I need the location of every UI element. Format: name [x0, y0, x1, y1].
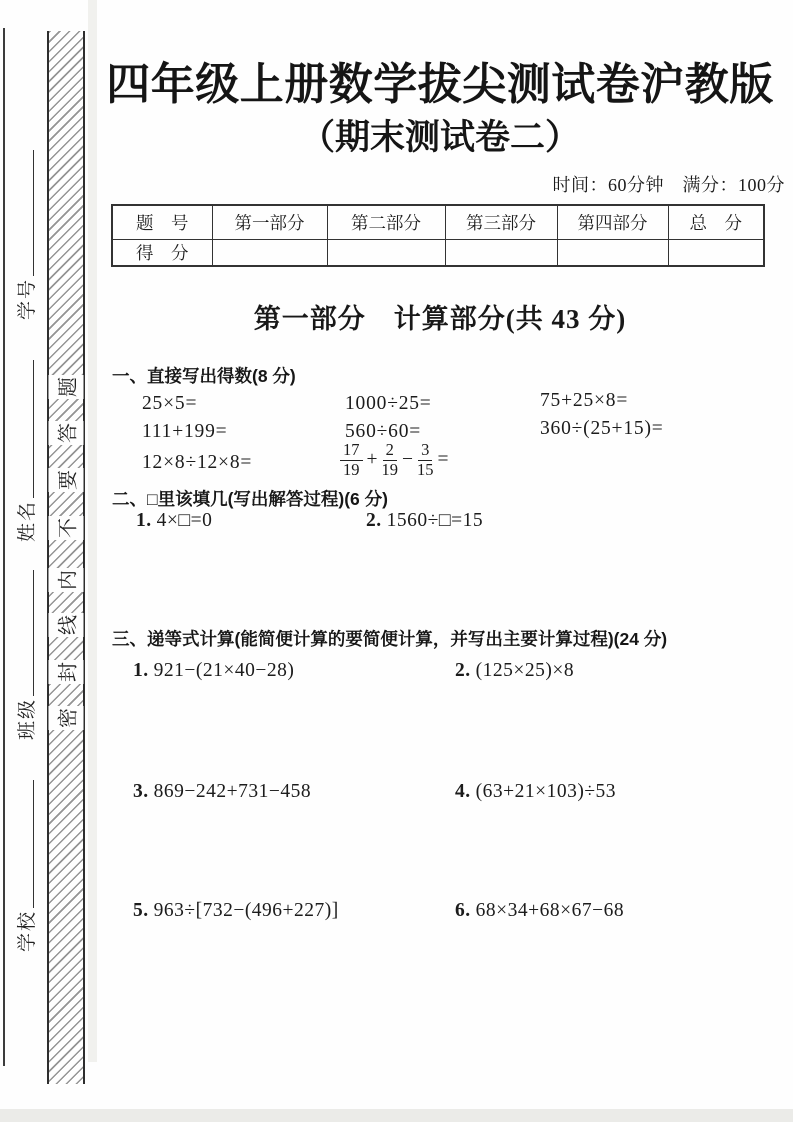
score-header-cell: 第二部分	[327, 205, 445, 239]
item-expression: 963÷[732−(496+227)]	[153, 900, 339, 921]
exam-title: 四年级上册数学拔尖测试卷沪教版	[106, 60, 774, 109]
part-one-heading: 一、直接写出得数(8 分)	[112, 366, 296, 386]
score-input-cell	[212, 239, 327, 266]
seal-char: 题	[49, 375, 84, 399]
score-header-cell: 题 号	[112, 205, 212, 239]
plus-operator: +	[366, 449, 378, 471]
equals-sign: =	[437, 449, 449, 471]
margin-field-class	[12, 570, 38, 740]
item-number: 2.	[455, 660, 471, 681]
margin-field-name	[12, 360, 38, 542]
stepwise-calc-item	[455, 781, 616, 803]
fraction: $\frac{17}{19}$	[340, 441, 363, 479]
item-number: 5.	[133, 900, 149, 921]
margin-field-student-id	[12, 150, 38, 320]
score-table-header-row	[112, 205, 764, 239]
score-input-cell	[557, 239, 668, 266]
oral-calc-item: 111+199=	[142, 421, 228, 442]
class-blank-line	[12, 570, 34, 696]
item-number: 2.	[366, 510, 382, 531]
item-expression: (125×25)×8	[475, 660, 575, 681]
seal-char: 封	[49, 660, 84, 684]
seal-char: 要	[49, 468, 84, 492]
stepwise-calc-item	[455, 660, 574, 682]
oral-calc-item: 360÷(25+15)=	[540, 418, 664, 439]
seal-char: 答	[49, 421, 84, 445]
seal-line-column	[47, 31, 85, 1084]
class-label: 班级	[17, 697, 38, 740]
score-header-cell: 第四部分	[557, 205, 668, 239]
oral-calc-item: 12×8÷12×8=	[142, 452, 253, 473]
stepwise-calc-item	[133, 900, 339, 922]
item-expression: 1560÷□=15	[386, 510, 484, 531]
score-input-cell	[327, 239, 445, 266]
margin-field-school	[12, 780, 38, 952]
score-header-cell: 第三部分	[445, 205, 557, 239]
student-id-label: 学号	[17, 277, 38, 320]
item-expression: 869−242+731−458	[153, 781, 312, 802]
oral-calc-item: 75+25×8=	[540, 390, 629, 411]
stepwise-calc-item	[133, 660, 294, 682]
exam-time-score-meta: 时间：60分钟 满分：100分	[552, 175, 785, 195]
fraction-expression	[340, 441, 453, 479]
seal-char: 不	[49, 516, 84, 540]
fraction: $\frac{2}{19}$	[381, 440, 398, 480]
fill-blank-item	[136, 510, 212, 532]
student-id-blank-line	[12, 150, 34, 276]
score-table	[111, 204, 765, 267]
score-input-cell	[445, 239, 557, 266]
name-blank-line	[12, 360, 34, 498]
section-one-heading: 第一部分 计算部分(共 43 分)	[253, 304, 627, 334]
score-row-label-cell: 得 分	[112, 239, 212, 266]
minus-operator: −	[402, 449, 413, 471]
part-two-heading: 二、□里该填几(写出解答过程)(6 分)	[112, 489, 388, 509]
item-expression: 4×□=0	[156, 510, 213, 531]
item-number: 4.	[455, 781, 471, 802]
scan-bottom-shadow	[0, 1109, 793, 1122]
fraction: $\frac{3}{15}$	[417, 440, 434, 480]
name-label: 姓名	[17, 499, 38, 542]
fill-blank-item	[366, 510, 483, 532]
stepwise-calc-item	[133, 781, 311, 803]
item-number: 3.	[133, 781, 149, 802]
item-number: 1.	[136, 510, 152, 531]
school-label: 学校	[17, 909, 38, 952]
page-edge-line	[3, 28, 5, 1066]
item-expression: 921−(21×40−28)	[153, 660, 295, 681]
seal-char: 密	[49, 706, 84, 730]
stepwise-calc-item	[455, 900, 624, 922]
exam-subtitle: （期末测试卷二）	[299, 118, 580, 157]
item-expression: (63+21×103)÷53	[475, 781, 617, 802]
part-three-heading: 三、递等式计算(能简便计算的要简便计算，并写出主要计算过程)(24 分)	[112, 629, 668, 649]
score-table-score-row	[112, 239, 764, 266]
score-input-cell	[668, 239, 764, 266]
oral-calc-item: 560÷60=	[345, 421, 422, 442]
school-blank-line	[12, 780, 34, 908]
oral-calc-item: 25×5=	[142, 393, 198, 414]
item-number: 6.	[455, 900, 471, 921]
score-header-cell: 第一部分	[212, 205, 327, 239]
score-header-cell: 总 分	[668, 205, 764, 239]
seal-char: 内	[49, 568, 84, 592]
seal-char: 线	[49, 613, 84, 637]
oral-calc-item: 1000÷25=	[345, 393, 432, 414]
item-expression: 68×34+68×67−68	[475, 900, 625, 921]
fold-shadow	[88, 0, 97, 1062]
item-number: 1.	[133, 660, 149, 681]
